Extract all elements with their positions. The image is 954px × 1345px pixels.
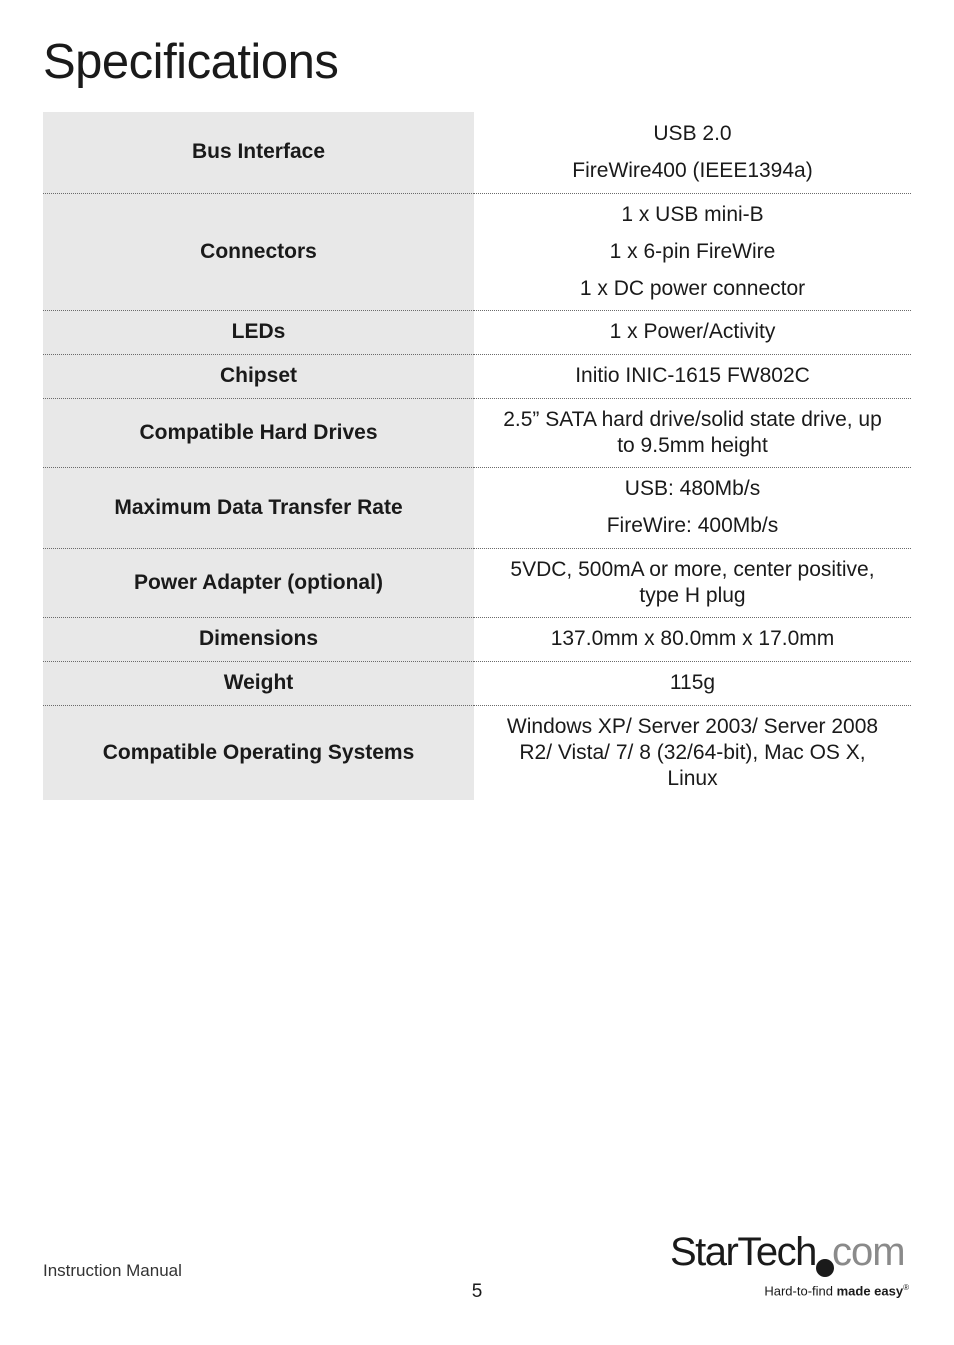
specifications-table (43, 112, 911, 800)
spec-row (43, 467, 911, 548)
spec-label: Connectors (43, 193, 474, 310)
spec-value-cell (474, 661, 911, 705)
spec-label: Chipset (43, 354, 474, 398)
spec-value: 1 x DC power connector (579, 276, 806, 300)
spec-value-cell (474, 112, 911, 193)
spec-label: Compatible Operating Systems (43, 705, 474, 800)
logo-brand-text: StarTech (670, 1230, 816, 1274)
spec-value-cell (474, 310, 911, 354)
spec-label: Power Adapter (optional) (43, 548, 474, 617)
spec-row (43, 310, 911, 354)
spec-label: Weight (43, 661, 474, 705)
spec-value-cell (474, 705, 911, 800)
spec-label: LEDs (43, 310, 474, 354)
spec-value: 5VDC, 500mA or more, center positive, type H plug (510, 557, 875, 607)
spec-value: 115g (669, 671, 716, 694)
spec-row (43, 193, 911, 310)
spec-value: USB 2.0 (653, 121, 732, 145)
startech-logo (670, 1230, 915, 1306)
spec-value: 1 x 6-pin FireWire (609, 239, 776, 263)
spec-row (43, 705, 911, 800)
logo-tagline (764, 1283, 909, 1298)
spec-label: Dimensions (43, 617, 474, 661)
spec-value-cell (474, 354, 911, 398)
spec-value: Initio INIC-1615 FW802C (575, 364, 810, 387)
spec-value-cell (474, 398, 911, 467)
spec-value-cell (474, 548, 911, 617)
spec-row (43, 112, 911, 193)
page-number: 5 (471, 1281, 483, 1302)
footer-document-label: Instruction Manual (43, 1261, 182, 1280)
spec-value-cell (474, 467, 911, 548)
logo-tagline-bold: made easy (836, 1283, 904, 1299)
spec-row (43, 661, 911, 705)
spec-value: FireWire: 400Mb/s (606, 514, 779, 537)
spec-row (43, 354, 911, 398)
spec-value: 1 x USB mini-B (621, 202, 764, 226)
spec-label: Compatible Hard Drives (43, 398, 474, 467)
spec-value: FireWire400 (IEEE1394a) (572, 158, 813, 182)
spec-row (43, 548, 911, 617)
spec-row (43, 398, 911, 467)
spec-value: USB: 480Mb/s (624, 477, 761, 500)
logo-tagline-plain: Hard-to-find (764, 1283, 837, 1299)
spec-value: 137.0mm x 80.0mm x 17.0mm (550, 627, 835, 650)
registered-mark: ® (903, 1283, 909, 1292)
spec-value: 1 x Power/Activity (609, 320, 776, 343)
spec-value: Windows XP/ Server 2003/ Server 2008 R2/ Vista/ 7/ 8 (32/64-bit), Mac OS X, Linux (506, 714, 879, 790)
spec-label: Maximum Data Transfer Rate (43, 467, 474, 548)
page-title: Specifications (43, 35, 339, 89)
spec-row (43, 617, 911, 661)
spec-value-cell (474, 617, 911, 661)
spec-label: Bus Interface (43, 112, 474, 193)
logo-suffix-text: com (832, 1230, 905, 1274)
spec-value-cell (474, 193, 911, 310)
spec-value: 2.5” SATA hard drive/solid state drive, up to 9.5mm height (503, 407, 882, 457)
